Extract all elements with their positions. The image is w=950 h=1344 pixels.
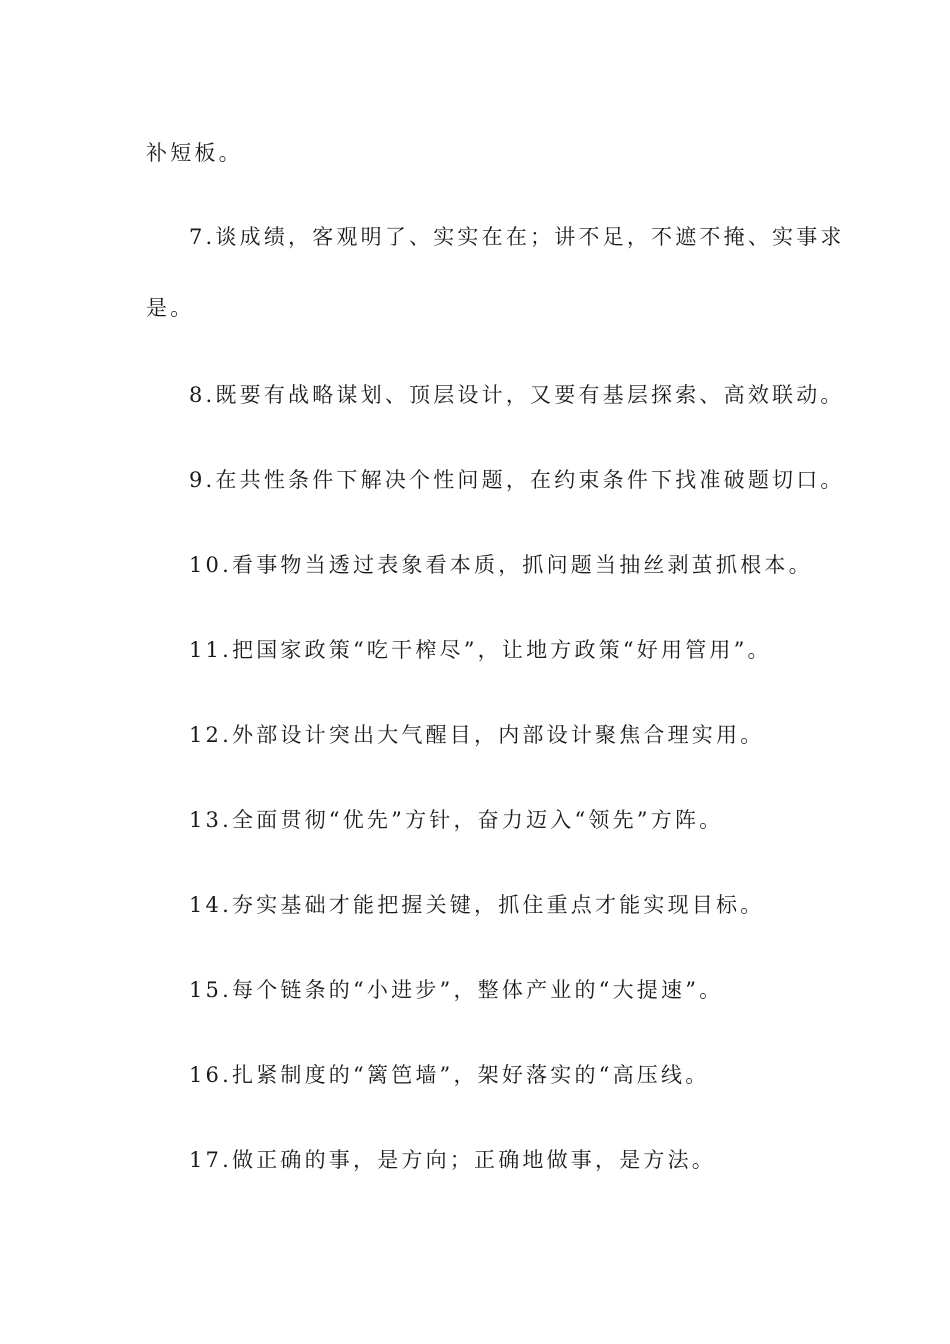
text-line-item-12: 12.外部设计突出大气醒目，内部设计聚焦合理实用。 [189,723,765,747]
text-line-item-7-continuation: 是。 [146,296,195,320]
text-line-item-13: 13.全面贯彻“优先”方针，奋力迈入“领先”方阵。 [189,808,724,832]
text-line-item-17: 17.做正确的事，是方向；正确地做事，是方法。 [189,1148,716,1172]
text-line-item-8: 8.既要有战略谋划、顶层设计，又要有基层探索、高效联动。 [189,383,845,407]
text-line-item-9: 9.在共性条件下解决个性问题，在约束条件下找准破题切口。 [189,468,845,492]
text-line-item-14: 14.夯实基础才能把握关键，抓住重点才能实现目标。 [189,893,765,917]
text-line-item-16: 16.扎紧制度的“篱笆墙”，架好落实的“高压线。 [189,1063,710,1087]
text-line-item-15: 15.每个链条的“小进步”，整体产业的“大提速”。 [189,978,724,1002]
text-line-item-10: 10.看事物当透过表象看本质，抓问题当抽丝剥茧抓根本。 [189,553,813,577]
text-line-continuation: 补短板。 [146,141,243,165]
text-line-item-7: 7.谈成绩，客观明了、实实在在；讲不足，不遮不掩、实事求 [189,225,845,249]
text-line-item-11: 11.把国家政策“吃干榨尽”，让地方政策“好用管用”。 [189,638,772,662]
